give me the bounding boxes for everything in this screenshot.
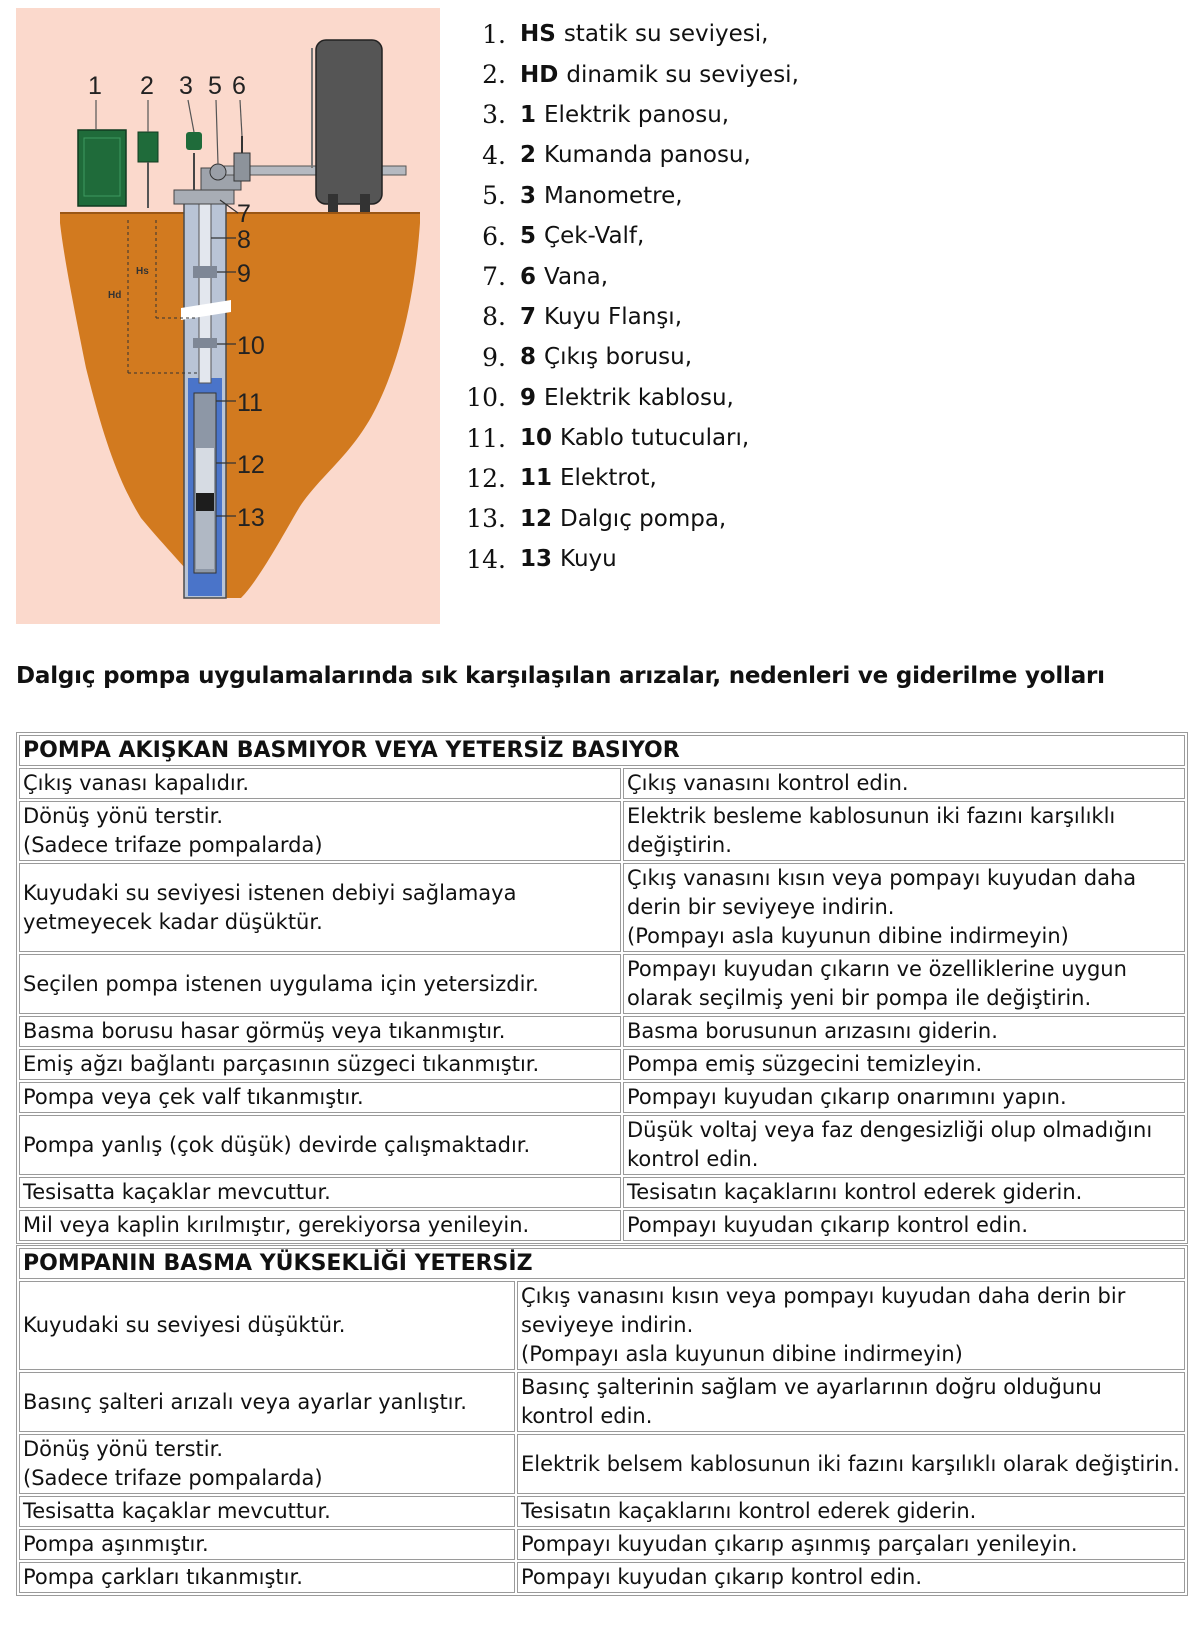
legend-item <box>450 418 870 458</box>
legend-text: Kablo tutucuları, <box>560 425 750 452</box>
cause-cell: Çıkış vanası kapalıdır. <box>19 768 621 799</box>
legend-number: 6. <box>482 221 506 251</box>
legend-key: 9 <box>520 384 537 411</box>
valve <box>234 153 250 181</box>
legend-item <box>450 539 870 579</box>
legend-number: 9. <box>482 342 506 372</box>
cause-cell: Basma borusu hasar görmüş veya tıkanmıştır. <box>19 1016 621 1047</box>
well-flange <box>174 190 234 204</box>
legend-text: Elektrot, <box>560 465 657 492</box>
legend-number: 11. <box>466 423 506 453</box>
legend-text: Elektrik kablosu, <box>544 384 734 411</box>
diagram-svg <box>16 8 440 624</box>
solution-cell: Pompayı kuyudan çıkarıp onarımını yapın. <box>623 1082 1185 1113</box>
legend-item <box>450 54 870 94</box>
legend-item <box>450 256 870 296</box>
legend-text: Kumanda panosu, <box>544 142 751 169</box>
cause-cell: Basınç şalteri arızalı veya ayarlar yanlıştır. <box>19 1372 515 1432</box>
table-row <box>19 1177 1185 1208</box>
legend-key: 2 <box>520 142 537 169</box>
legend-list <box>450 14 870 579</box>
legend-key: 10 <box>520 425 553 452</box>
legend-item <box>450 176 870 216</box>
cause-cell: Kuyudaki su seviyesi düşüktür. <box>19 1281 515 1370</box>
side-label-12: 12 <box>237 451 265 479</box>
top-label-6: 6 <box>232 72 246 100</box>
cause-cell: Emiş ağzı bağlantı parçasının süzgeci tıkanmıştır. <box>19 1049 621 1080</box>
legend-text: Vana, <box>544 263 609 290</box>
legend-text: dinamik su seviyesi, <box>566 61 799 88</box>
table-title: POMPA AKIŞKAN BASMIYOR VEYA YETERSİZ BASIYOR <box>19 735 1185 766</box>
cause-cell: Tesisatta kaçaklar mevcuttur. <box>19 1496 515 1527</box>
legend-text: Elektrik panosu, <box>544 101 730 128</box>
manometer <box>186 132 202 150</box>
legend-number: 14. <box>466 544 506 574</box>
side-label-13: 13 <box>237 504 265 532</box>
legend-number: 7. <box>482 262 506 292</box>
legend-item <box>450 297 870 337</box>
cause-cell: Dönüş yönü terstir. (Sadece trifaze pompalarda) <box>19 801 621 861</box>
table-row <box>19 1434 1185 1494</box>
table-row <box>19 1210 1185 1241</box>
top-label-2: 2 <box>140 72 154 100</box>
section-heading: Dalgıç pompa uygulamalarında sık karşılaşılan arızalar, nedenleri ve giderilme yolları <box>16 663 1105 689</box>
solution-cell: Pompayı kuyudan çıkarıp kontrol edin. <box>517 1562 1185 1593</box>
top-label-1: 1 <box>88 72 102 100</box>
cause-cell: Mil veya kaplin kırılmıştır, gerekiyorsa yenileyin. <box>19 1210 621 1241</box>
legend-text: Çıkış borusu, <box>544 344 693 371</box>
legend-text: Kuyu <box>560 546 617 573</box>
table-row <box>19 863 1185 952</box>
side-label-10: 10 <box>237 332 265 360</box>
legend-number: 10. <box>466 383 506 413</box>
cause-cell: Seçilen pompa istenen uygulama için yetersizdir. <box>19 954 621 1014</box>
legend-number: 8. <box>482 302 506 332</box>
solution-cell: Tesisatın kaçaklarını kontrol ederek giderin. <box>517 1496 1185 1527</box>
table-row <box>19 768 1185 799</box>
legend-key: 11 <box>520 465 553 492</box>
solution-cell: Düşük voltaj veya faz dengesizliği olup olmadığını kontrol edin. <box>623 1115 1185 1175</box>
solution-cell: Çıkış vanasını kısın veya pompayı kuyudan daha derin bir seviyeye indirin. (Pompayı asla kuyunun dibine indirmeyin) <box>623 863 1185 952</box>
legend-item <box>450 337 870 377</box>
legend-key: 12 <box>520 505 553 532</box>
pump-installation-diagram <box>16 8 440 624</box>
legend-number: 1. <box>482 19 506 49</box>
cause-cell: Pompa çarkları tıkanmıştır. <box>19 1562 515 1593</box>
legend-key: 3 <box>520 182 537 209</box>
solution-cell: Pompayı kuyudan çıkarın ve özelliklerine uygun olarak seçilmiş yeni bir pompa ile değiştirin. <box>623 954 1185 1014</box>
solution-cell: Pompa emiş süzgecini temizleyin. <box>623 1049 1185 1080</box>
legend-key: 5 <box>520 223 537 250</box>
legend-text: Manometre, <box>544 182 683 209</box>
legend-item <box>450 499 870 539</box>
cause-cell: Dönüş yönü terstir. (Sadece trifaze pompalarda) <box>19 1434 515 1494</box>
control-panel <box>138 132 158 162</box>
side-label-11: 11 <box>237 389 263 417</box>
legend-number: 2. <box>482 60 506 90</box>
legend-text: Kuyu Flanşı, <box>544 303 683 330</box>
table-row <box>19 1016 1185 1047</box>
table-row <box>19 1529 1185 1560</box>
top-label-3: 3 <box>179 72 193 100</box>
table-row <box>19 1562 1185 1593</box>
solution-cell: Çıkış vanasını kısın veya pompayı kuyudan daha derin bir seviyeye indirin. (Pompayı asla kuyunun dibine indirmeyin) <box>517 1281 1185 1370</box>
legend-item <box>450 135 870 175</box>
legend-text: statik su seviyesi, <box>563 21 769 48</box>
side-label-8: 8 <box>237 226 251 254</box>
legend-key: 8 <box>520 344 537 371</box>
legend-key: 7 <box>520 303 537 330</box>
cause-cell: Pompa yanlış (çok düşük) devirde çalışmaktadır. <box>19 1115 621 1175</box>
cable-holder-1 <box>193 266 217 278</box>
legend-text: Çek-Valf, <box>544 223 645 250</box>
cause-cell: Pompa aşınmıştır. <box>19 1529 515 1560</box>
legend-key: HD <box>520 61 559 88</box>
cause-cell: Tesisatta kaçaklar mevcuttur. <box>19 1177 621 1208</box>
top-label-5: 5 <box>208 72 222 100</box>
legend-item <box>450 458 870 498</box>
solution-cell: Pompayı kuyudan çıkarıp aşınmış parçaları yenileyin. <box>517 1529 1185 1560</box>
side-label-9: 9 <box>237 260 251 288</box>
level-label-hd: Hd <box>108 290 122 301</box>
solution-cell: Çıkış vanasını kontrol edin. <box>623 768 1185 799</box>
table-row <box>19 1049 1185 1080</box>
table-row <box>19 1372 1185 1432</box>
pump-motor-lower <box>196 511 214 569</box>
check-valve <box>210 164 226 180</box>
cable-holder-2 <box>193 338 217 348</box>
legend-item <box>450 216 870 256</box>
legend-number: 4. <box>482 140 506 170</box>
legend-key: 1 <box>520 101 537 128</box>
tank-leg-left <box>328 194 338 212</box>
legend-number: 5. <box>482 181 506 211</box>
table-insufficient-head <box>16 1245 1188 1596</box>
cause-cell: Kuyudaki su seviyesi istenen debiyi sağlamaya yetmeyecek kadar düşüktür. <box>19 863 621 952</box>
table-row <box>19 801 1185 861</box>
solution-cell: Elektrik belsem kablosunun iki fazını karşılıklı olarak değiştirin. <box>517 1434 1185 1494</box>
table-row <box>19 1496 1185 1527</box>
solution-cell: Pompayı kuyudan çıkarıp kontrol edin. <box>623 1210 1185 1241</box>
pump-body <box>196 448 214 493</box>
solution-cell: Basma borusunun arızasını giderin. <box>623 1016 1185 1047</box>
pressure-tank <box>316 40 382 204</box>
tank-leg-right <box>360 194 370 212</box>
cause-cell: Pompa veya çek valf tıkanmıştır. <box>19 1082 621 1113</box>
legend-item <box>450 378 870 418</box>
legend-item <box>450 14 870 54</box>
solution-cell: Basınç şalterinin sağlam ve ayarlarının doğru olduğunu kontrol edin. <box>517 1372 1185 1432</box>
level-label-hs: Hs <box>136 266 149 277</box>
legend-number: 13. <box>466 504 506 534</box>
table-row <box>19 1082 1185 1113</box>
legend-number: 12. <box>466 463 506 493</box>
table-row <box>19 1281 1185 1370</box>
table-insufficient-flow <box>16 732 1188 1244</box>
legend-number: 3. <box>482 100 506 130</box>
side-label-7: 7 <box>237 200 251 228</box>
legend-key: 6 <box>520 263 537 290</box>
outlet-pipe <box>199 203 211 383</box>
legend-key: HS <box>520 21 556 48</box>
legend-text: Dalgıç pompa, <box>560 505 727 532</box>
solution-cell: Tesisatın kaçaklarını kontrol ederek giderin. <box>623 1177 1185 1208</box>
electric-panel <box>78 130 126 206</box>
legend-item <box>450 95 870 135</box>
troubleshooting-tables <box>16 732 1188 1596</box>
solution-cell: Elektrik besleme kablosunun iki fazını karşılıklı değiştirin. <box>623 801 1185 861</box>
table-row <box>19 954 1185 1014</box>
pump-motor <box>196 493 214 511</box>
legend-key: 13 <box>520 546 553 573</box>
table-title: POMPANIN BASMA YÜKSEKLİĞİ YETERSİZ <box>19 1248 1185 1279</box>
table-row <box>19 1115 1185 1175</box>
